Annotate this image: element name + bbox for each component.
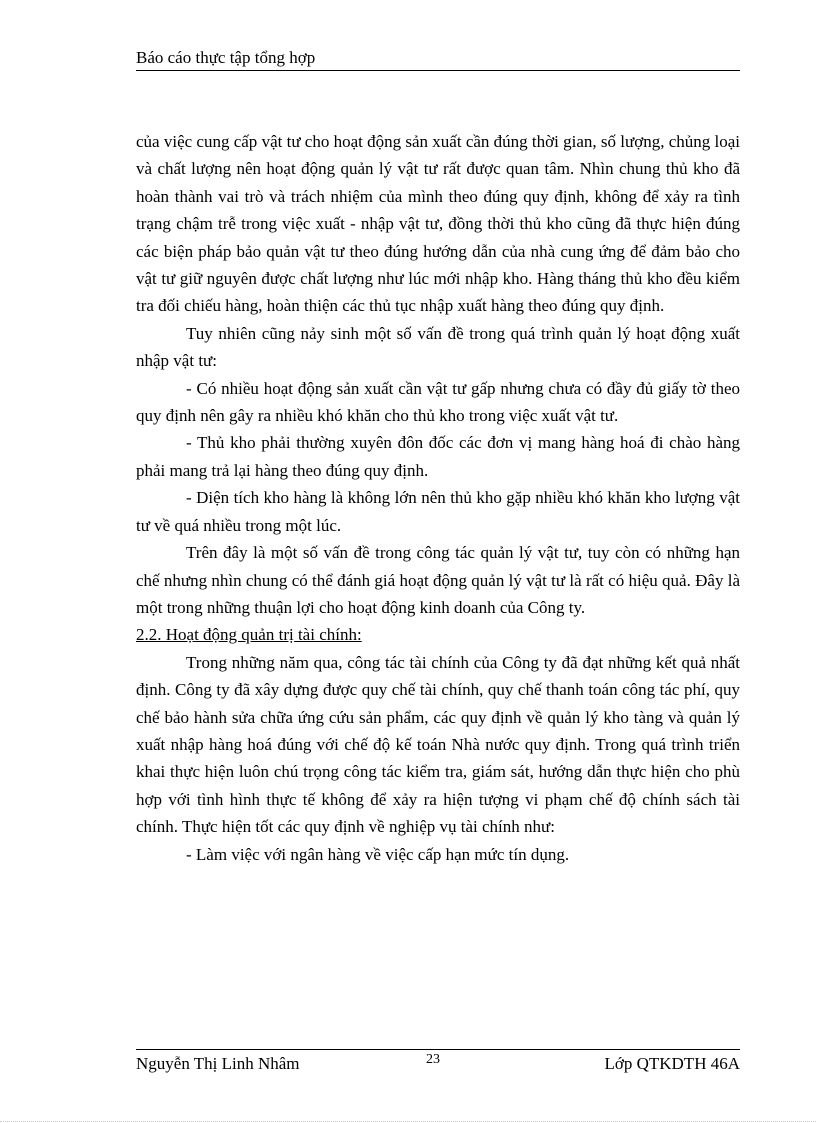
list-item-issue-3: - Diện tích kho hàng là không lớn nên thủ kho gặp nhiều khó khăn kho lượng vật tư về quá nhiều trong một lúc. <box>136 488 740 535</box>
paragraph-continuation: của việc cung cấp vật tư cho hoạt động sản xuất cần đúng thời gian, số lượng, chủng loại và chất lượng nên hoạt động quản lý vật tư rất được quan tâm. Nhìn chung thủ kho đã hoàn thành vai trò và trách nhiệm của mình theo đúng quy định, không để xảy ra tình trạng chậm trễ trong việc xuất - nhập vật tư, đồng thời thủ kho cũng đã thực hiện đúng các biện pháp bảo quản vật tư theo đúng hướng dẫn của nhà cung ứng để đảm bảo cho vật tư giữ nguyên được chất lượng như lúc mới nhập kho. Hàng tháng thủ kho đều kiểm tra đối chiếu hàng, hoàn thiện các thủ tục nhập xuất hàng theo đúng quy định. <box>136 132 740 316</box>
list-item-finance-1: - Làm việc với ngân hàng về việc cấp hạn mức tín dụng. <box>186 844 570 864</box>
section-title: 2.2. Hoạt động quản trị tài chính: <box>136 625 362 645</box>
header-title: Báo cáo thực tập tổng hợp <box>136 48 316 67</box>
footer-author: Nguyễn Thị Linh Nhâm <box>136 1054 300 1073</box>
page-number: 23 <box>426 1052 440 1067</box>
paragraph-summary: Trên đây là một số vấn đề trong công tác quản lý vật tư, tuy còn có những hạn chế nhưng nhìn chung có thể đánh giá hoạt động quản lý vật tư là rất có hiệu quả. Đây là một trong những thuận lợi cho hoạt động kinh doanh của Công ty. <box>136 543 740 617</box>
list-item-issue-1: - Có nhiều hoạt động sản xuất cần vật tư gấp nhưng chưa có đầy đủ giấy tờ theo quy định nên gây ra nhiều khó khăn cho thủ kho trong việc xuất vật tư. <box>136 378 740 426</box>
list-item-issue-2: - Thủ kho phải thường xuyên đôn đốc các đơn vị mang hàng hoá đi chào hàng phải mang trả lại hàng theo đúng quy định. <box>136 433 740 480</box>
page-edge-divider <box>0 1121 816 1122</box>
paragraph-issues-intro: Tuy nhiên cũng nảy sinh một số vấn đề trong quá trình quản lý hoạt động xuất nhập vật tư: <box>136 323 740 371</box>
page-footer <box>136 1054 740 1076</box>
page-body <box>136 128 740 868</box>
footer-divider <box>136 1049 740 1050</box>
section-heading <box>136 621 740 648</box>
footer-class-code: Lớp QTKDTH 46A <box>604 1054 740 1073</box>
paragraph-finance: Trong những năm qua, công tác tài chính của Công ty đã đạt những kết quả nhất định. Công ty đã xây dựng được quy chế tài chính, quy chế thanh toán công tác phí, quy chế bảo hành sửa chữa ứng cứu sản phẩm, các quy định về quản lý kho tàng và quản lý xuất nhập hàng hoá đúng với chế độ kế toán Nhà nước quy định. Trong quá trình triển khai thực hiện luôn chú trọng công tác kiểm tra, giám sát, hướng dẫn thực hiện cho phù hợp với tình hình thực tế không để xảy ra hiện tượng vi phạm chế độ chính sách tài chính. Thực hiện tốt các quy định về nghiệp vụ tài chính như: <box>136 652 740 837</box>
page-header <box>136 48 740 71</box>
